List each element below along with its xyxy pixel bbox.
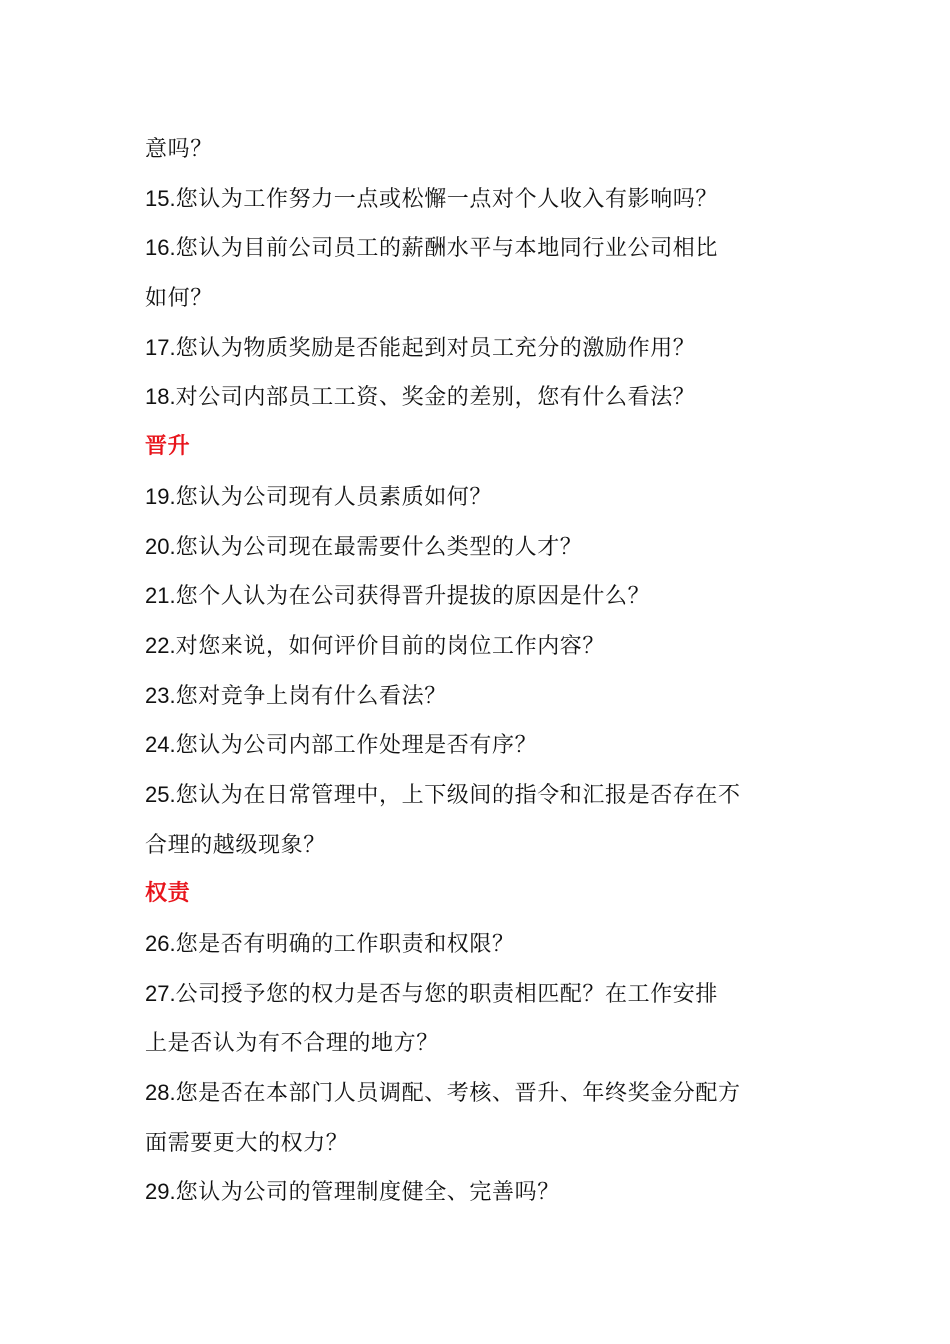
- item-text: 公司授予您的权力是否与您的职责相匹配？在工作安排: [175, 981, 718, 1007]
- question-17: [145, 323, 815, 373]
- question-16: [145, 223, 815, 273]
- item-text: 合理的越级现象？: [145, 832, 326, 858]
- question-19: [145, 472, 815, 522]
- section-heading-promotion: 晋升: [145, 434, 191, 460]
- item-text: 对您来说，如何评价目前的岗位工作内容？: [175, 633, 605, 659]
- item-text: 您个人认为在公司获得晋升提拔的原因是什么？: [175, 584, 651, 610]
- item-text: 您认为公司内部工作处理是否有序？: [175, 733, 538, 759]
- item-text: 您对竞争上岗有什么看法？: [175, 683, 447, 709]
- item-number: 16.: [145, 235, 176, 261]
- item-text: 您认为公司现有人员素质如何？: [175, 484, 492, 510]
- question-20: [145, 522, 815, 572]
- item-text: 您认为物质奖励是否能起到对员工充分的激励作用？: [175, 335, 696, 361]
- question-15: [145, 174, 815, 224]
- item-text: 如何？: [145, 286, 213, 312]
- text-line: [145, 820, 815, 870]
- question-26: [145, 919, 815, 969]
- item-text: 您认为公司的管理制度健全、完善吗？: [175, 1180, 560, 1206]
- text-line: [145, 124, 815, 174]
- document-body: [145, 124, 815, 1217]
- item-number: 15.: [145, 185, 176, 211]
- question-18: [145, 372, 815, 422]
- item-number: 25.: [145, 781, 176, 807]
- item-number: 26.: [145, 931, 176, 956]
- item-number: 28.: [145, 1080, 176, 1106]
- question-22: [145, 621, 815, 671]
- item-text: 您认为目前公司员工的薪酬水平与本地同行业公司相比: [175, 236, 718, 262]
- item-text: 上是否认为有不合理的地方？: [145, 1031, 439, 1057]
- item-text: 您认为工作努力一点或松懈一点对个人收入有影响吗？: [175, 186, 718, 212]
- text-line: [145, 1118, 815, 1168]
- question-23: [145, 671, 815, 721]
- item-text: 您是否有明确的工作职责和权限？: [175, 932, 515, 957]
- item-number: 17.: [145, 334, 176, 360]
- question-27: [145, 969, 815, 1019]
- question-28: [145, 1068, 815, 1118]
- item-text: 您认为在日常管理中，上下级间的指令和汇报是否存在不: [175, 782, 741, 808]
- item-text: 您是否在本部门人员调配、考核、晋升、年终奖金分配方: [175, 1081, 741, 1107]
- item-number: 21.: [145, 583, 176, 609]
- item-number: 20.: [145, 533, 176, 559]
- item-number: 23.: [145, 682, 176, 708]
- item-text: 对公司内部员工工资、奖金的差别，您有什么看法？: [175, 385, 696, 411]
- text-line: [145, 273, 815, 323]
- item-number: 22.: [145, 632, 176, 658]
- item-text: 意吗？: [145, 137, 213, 162]
- item-number: 27.: [145, 980, 176, 1006]
- item-number: 18.: [145, 384, 176, 410]
- item-number: 24.: [145, 732, 176, 758]
- text-line: [145, 1018, 815, 1068]
- item-text: 您认为公司现在最需要什么类型的人才？: [175, 534, 583, 560]
- item-number: 19.: [145, 483, 176, 509]
- question-24: [145, 720, 815, 770]
- question-21: [145, 571, 815, 621]
- question-25: [145, 770, 815, 820]
- item-number: 29.: [145, 1179, 176, 1205]
- section-heading-authority: 权责: [145, 881, 191, 907]
- item-text: 面需要更大的权力？: [145, 1130, 349, 1156]
- question-29: [145, 1167, 815, 1217]
